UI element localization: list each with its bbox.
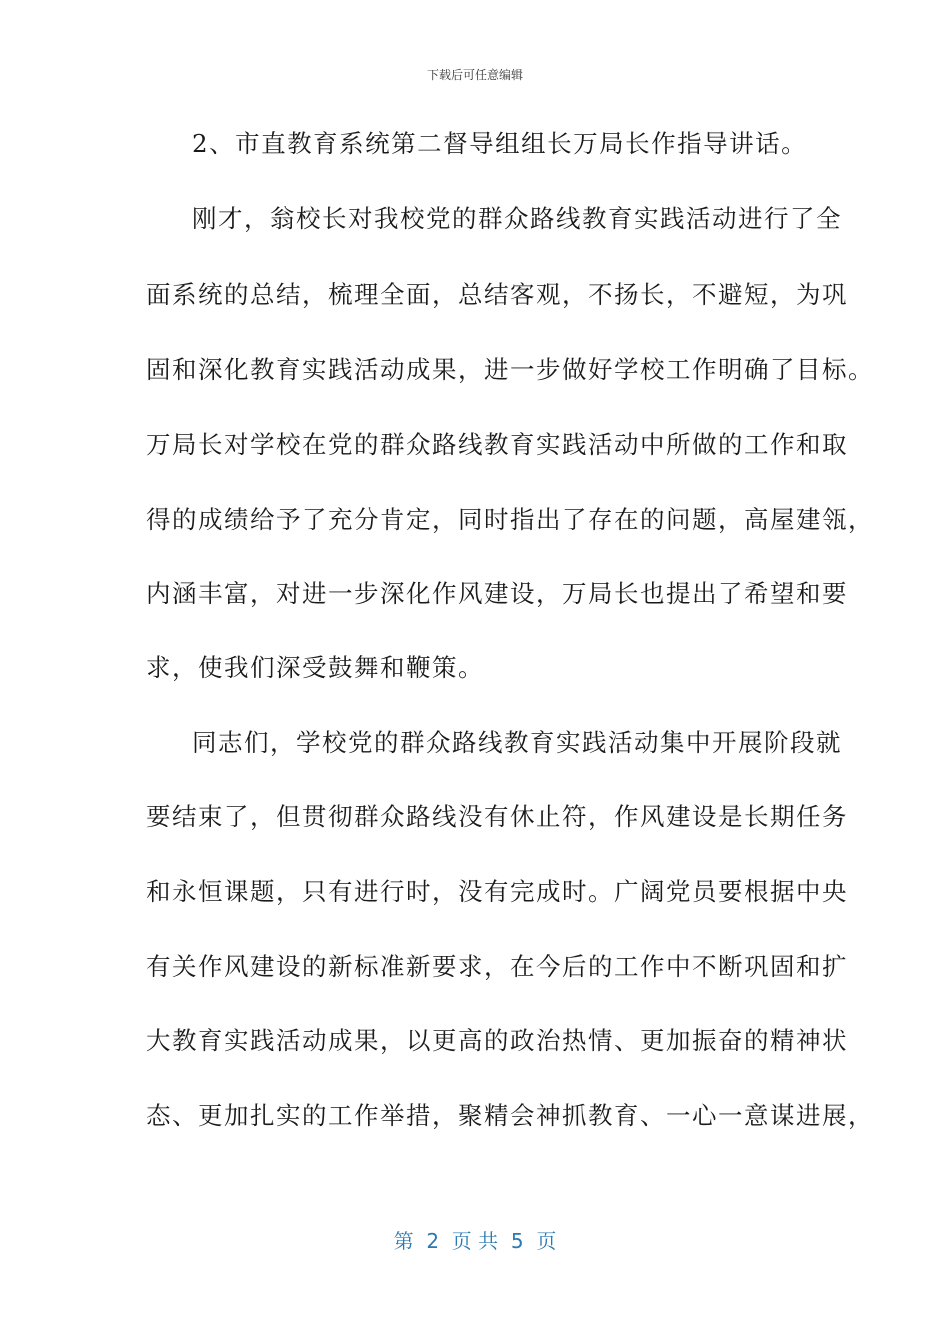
body-line: 2、市直教育系统第二督导组组长万局长作指导讲话。 <box>192 129 808 158</box>
body-line: 大教育实践活动成果，以更高的政治热情、更加振奋的精神状 <box>146 1026 848 1055</box>
body-line: 求，使我们深受鼓舞和鞭策。 <box>146 653 484 682</box>
body-line: 刚才，翁校长对我校党的群众路线教育实践活动进行了全 <box>192 204 842 233</box>
download-note: 下载后可任意编辑 <box>426 68 523 82</box>
body-line: 面系统的总结，梳理全面，总结客观，不扬长，不避短，为巩 <box>146 280 848 309</box>
body-line: 内涵丰富，对进一步深化作风建设，万局长也提出了希望和要 <box>146 579 848 608</box>
body-line: 和永恒课题，只有进行时，没有完成时。广阔党员要根据中央 <box>146 877 848 906</box>
body-line: 得的成绩给予了充分肯定，同时指出了存在的问题，高屋建瓴， <box>146 505 874 534</box>
body-line: 有关作风建设的新标准新要求，在今后的工作中不断巩固和扩 <box>146 952 848 981</box>
page-number-footer: 第 2 页 共 5 页 <box>393 1229 557 1253</box>
body-line: 态、更加扎实的工作举措，聚精会神抓教育、一心一意谋进展， <box>146 1101 874 1130</box>
body-line: 万局长对学校在党的群众路线教育实践活动中所做的工作和取 <box>146 430 848 459</box>
body-line: 要结束了，但贯彻群众路线没有休止符，作风建设是长期任务 <box>146 802 848 831</box>
body-line: 固和深化教育实践活动成果，进一步做好学校工作明确了目标。 <box>146 355 874 384</box>
body-line: 同志们，学校党的群众路线教育实践活动集中开展阶段就 <box>192 728 842 757</box>
